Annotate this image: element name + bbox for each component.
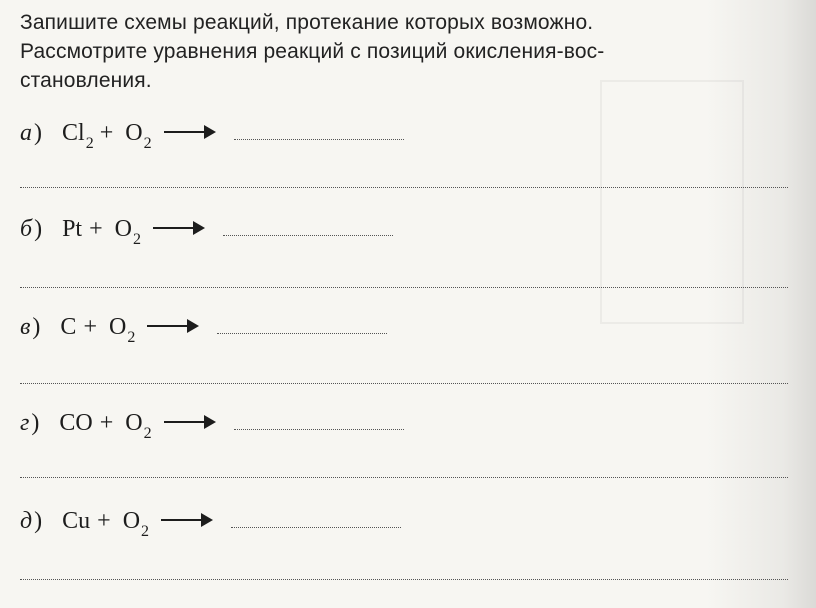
reactant-2-subscript: 2 bbox=[143, 135, 152, 152]
answer-line-long[interactable] bbox=[20, 286, 788, 288]
reaction-item-v bbox=[20, 310, 800, 344]
plus-sign: + bbox=[99, 120, 114, 146]
reactant-1: Cu bbox=[62, 508, 91, 534]
reaction-arrow-icon bbox=[147, 325, 197, 327]
plus-sign: + bbox=[89, 216, 103, 242]
item-letter: д bbox=[20, 508, 33, 534]
reactant-2: O bbox=[125, 410, 143, 436]
item-paren: ) bbox=[34, 216, 43, 242]
reactant-1-subscript: 2 bbox=[85, 135, 94, 152]
reactant-2: O bbox=[125, 120, 143, 146]
reaction-item-b bbox=[20, 212, 800, 246]
reaction-formula bbox=[62, 504, 211, 541]
reaction-formula bbox=[60, 310, 197, 347]
reaction-formula bbox=[62, 116, 214, 153]
answer-line-long[interactable] bbox=[20, 382, 788, 384]
item-paren: ) bbox=[34, 508, 43, 534]
instructions-line-1: Запишите схемы реакций, протекание которых возможно. bbox=[20, 11, 594, 34]
reaction-arrow-icon bbox=[153, 227, 203, 229]
answer-line-long[interactable] bbox=[20, 476, 788, 478]
reactant-1: CO bbox=[59, 410, 93, 436]
plus-sign: + bbox=[97, 508, 111, 534]
reactant-2-subscript: 2 bbox=[132, 231, 141, 248]
item-letter: в bbox=[20, 314, 31, 340]
item-paren: ) bbox=[32, 314, 41, 340]
reactant-1: Pt bbox=[62, 216, 83, 242]
answer-line-long[interactable] bbox=[20, 186, 788, 188]
task-instructions bbox=[20, 8, 790, 95]
reaction-arrow-icon bbox=[164, 131, 214, 133]
item-letter: г bbox=[20, 410, 30, 436]
reactant-2-subscript: 2 bbox=[141, 523, 150, 540]
instructions-line-2: Рассмотрите уравнения реакций с позиций окисления-вос- bbox=[20, 40, 605, 63]
plus-sign: + bbox=[83, 314, 97, 340]
reactant-2-subscript: 2 bbox=[143, 425, 152, 442]
item-letter: б bbox=[20, 216, 33, 242]
reaction-arrow-icon bbox=[164, 421, 214, 423]
answer-line-short[interactable] bbox=[231, 526, 401, 528]
reactant-2-subscript: 2 bbox=[127, 329, 136, 346]
answer-line-short[interactable] bbox=[223, 234, 393, 236]
item-letter: а bbox=[20, 120, 32, 146]
plus-sign: + bbox=[99, 410, 114, 436]
reactant-1: C bbox=[60, 314, 77, 340]
instructions-line-3: становления. bbox=[20, 69, 152, 92]
reactant-2: O bbox=[122, 508, 141, 534]
reactant-2: O bbox=[114, 216, 132, 242]
reactant-2: O bbox=[108, 314, 127, 340]
answer-line-short[interactable] bbox=[234, 138, 404, 140]
reaction-formula bbox=[59, 406, 213, 443]
reaction-item-g bbox=[20, 406, 800, 440]
reaction-formula bbox=[62, 212, 203, 249]
reaction-arrow-icon bbox=[161, 519, 211, 521]
item-paren: ) bbox=[31, 410, 40, 436]
answer-line-short[interactable] bbox=[217, 332, 387, 334]
reaction-item-d bbox=[20, 504, 800, 538]
answer-line-long[interactable] bbox=[20, 578, 788, 580]
reaction-item-a bbox=[20, 116, 800, 150]
item-paren: ) bbox=[34, 120, 42, 146]
answer-line-short[interactable] bbox=[234, 428, 404, 430]
reactant-1: Cl bbox=[62, 120, 85, 146]
